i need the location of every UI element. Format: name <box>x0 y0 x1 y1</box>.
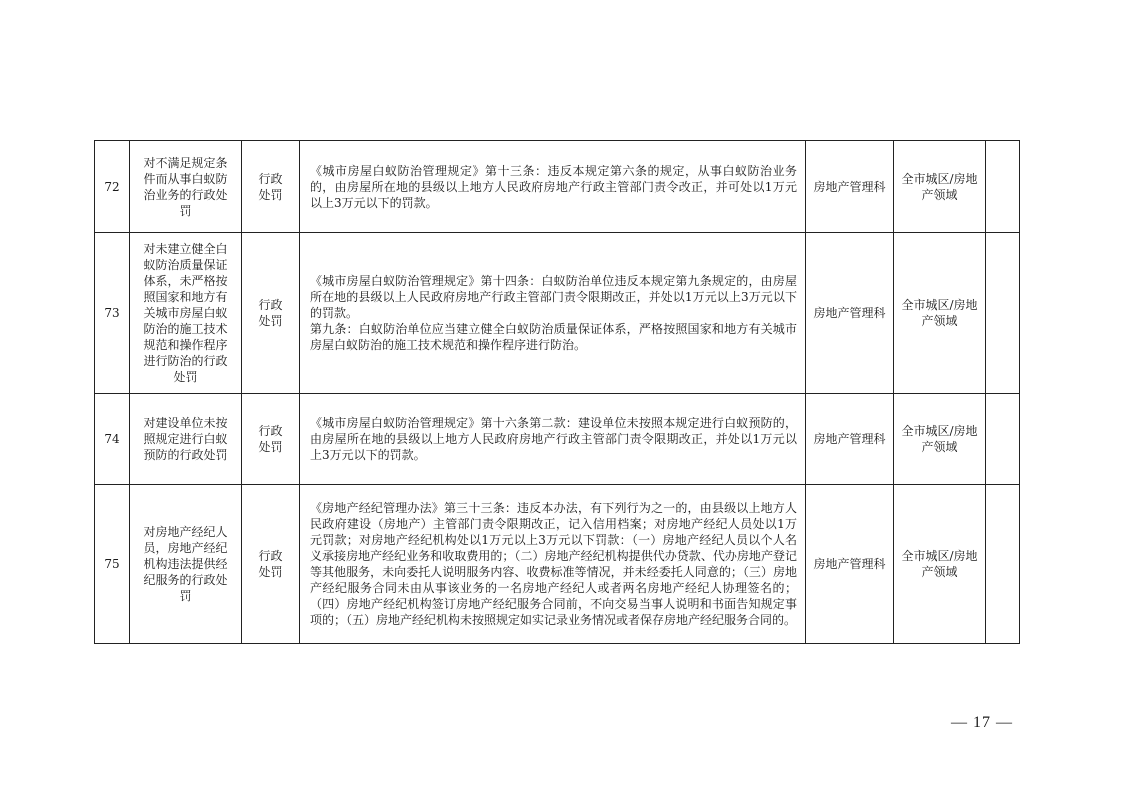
page-number: — 17 — <box>951 714 1013 731</box>
scope: 全市城区/房地产领域 <box>894 141 986 233</box>
row-number: 75 <box>95 485 130 644</box>
table-row <box>95 485 1020 644</box>
row-number: 74 <box>95 394 130 485</box>
legal-basis: 《房地产经纪管理办法》第三十三条：违反本办法，有下列行为之一的，由县级以上地方人民政府建设（房地产）主管部门责令限期改正，记入信用档案；对房地产经纪人员处以1万元罚款；对房地产经纪机构处以1万元以上3万元以下罚款：（一）房地产经纪人员以个人名义承接房地产经纪业务和收取费用的；（二）房地产经纪机构提供代办贷款、代办房地产登记等其他服务，未向委托人说明服务内容、收费标准等情况，并未经委托人同意的；（三）房地产经纪服务合同未由从事该业务的一名房地产经纪人或者两名房地产经纪人协理签名的；（四）房地产经纪机构签订房地产经纪服务合同前，不向交易当事人说明和书面告知规定事项的；（五）房地产经纪机构未按照规定如实记录业务情况或者保存房地产经纪服务合同的。 <box>300 485 806 644</box>
table-row <box>95 141 1020 233</box>
note <box>986 485 1020 644</box>
table-row <box>95 233 1020 394</box>
item-name: 对房地产经纪人员，房地产经纪机构违法提供经纪服务的行政处罚 <box>130 485 242 644</box>
note <box>986 233 1020 394</box>
scope: 全市城区/房地产领域 <box>894 233 986 394</box>
row-number: 72 <box>95 141 130 233</box>
note <box>986 394 1020 485</box>
note <box>986 141 1020 233</box>
legal-basis: 《城市房屋白蚁防治管理规定》第十三条：违反本规定第六条的规定，从事白蚁防治业务的，由房屋所在地的县级以上地方人民政府房地产行政主管部门责令改正，并可处以1万元以上3万元以下的罚款。 <box>300 141 806 233</box>
action-type: 行政处罚 <box>242 233 300 394</box>
item-name: 对未建立健全白蚁防治质量保证体系，未严格按照国家和地方有关城市房屋白蚁防治的施工技术规范和操作程序进行防治的行政处罚 <box>130 233 242 394</box>
department: 房地产管理科 <box>806 394 894 485</box>
legal-basis: 《城市房屋白蚁防治管理规定》第十六条第二款：建设单位未按照本规定进行白蚁预防的，由房屋所在地的县级以上地方人民政府房地产行政主管部门责令限期改正，并处以1万元以上3万元以下的罚款。 <box>300 394 806 485</box>
department: 房地产管理科 <box>806 233 894 394</box>
scope: 全市城区/房地产领域 <box>894 485 986 644</box>
action-type: 行政处罚 <box>242 485 300 644</box>
scope: 全市城区/房地产领域 <box>894 394 986 485</box>
action-type: 行政处罚 <box>242 394 300 485</box>
item-name: 对不满足规定条件而从事白蚁防治业务的行政处罚 <box>130 141 242 233</box>
item-name: 对建设单位未按照规定进行白蚁预防的行政处罚 <box>130 394 242 485</box>
department: 房地产管理科 <box>806 141 894 233</box>
row-number: 73 <box>95 233 130 394</box>
legal-basis: 《城市房屋白蚁防治管理规定》第十四条：白蚁防治单位违反本规定第九条规定的，由房屋所在地的县级以上人民政府房地产行政主管部门责令限期改正，并处以1万元以上3万元以下的罚款。 第九条：白蚁防治单位应当建立健全白蚁防治质量保证体系，严格按照国家和地方有关城市房屋白蚁防治的施工技术规范和操作程序进行防治。 <box>300 233 806 394</box>
enforcement-table <box>94 140 1020 644</box>
table-row <box>95 394 1020 485</box>
department: 房地产管理科 <box>806 485 894 644</box>
action-type: 行政处罚 <box>242 141 300 233</box>
